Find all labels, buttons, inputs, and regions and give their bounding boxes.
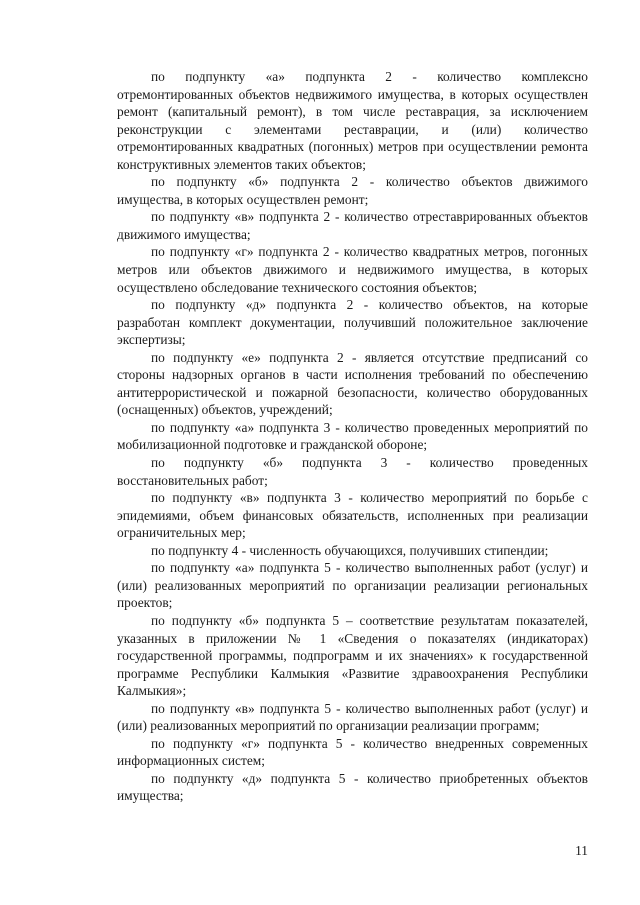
paragraph-3: по подпункту «в» подпункта 2 - количество отреставрированных объектов движимого имущества; bbox=[117, 209, 588, 242]
paragraph-7: по подпункту «а» подпункта 3 - количество проведенных мероприятий по мобилизационной подготовке и гражданской обороне; bbox=[117, 419, 588, 453]
paragraph-13: по подпункту «в» подпункта 5 - количество выполненных работ (услуг) и (или) реализованных мероприятий по организации реализации программ; bbox=[117, 700, 588, 734]
paragraph-14: по подпункту «г» подпункта 5 - количество внедренных современных информационных систем; bbox=[117, 735, 588, 769]
paragraph-15: по подпункту «д» подпункта 5 - количество приобретенных объектов имущества; bbox=[117, 770, 588, 804]
document-body bbox=[117, 68, 588, 805]
page-number: 11 bbox=[575, 843, 588, 858]
paragraph-11: по подпункту «а» подпункта 5 - количество выполненных работ (услуг) и (или) реализованных мероприятий по организации реализации региональных проектов; bbox=[117, 560, 588, 611]
paragraph-12: по подпункту «б» подпункта 5 – соответствие результатам показателей, указанных в приложении № 1 «Сведения о показателях (индикаторах) государственной программы, подпрограмм и их значениях» к государственной программе Республики Калмыкия «Развитие здравоохранения Республики Калмыкия»; bbox=[117, 612, 588, 699]
paragraph-4: по подпункту «г» подпункта 2 - количество квадратных метров, погонных метров или объектов движимого и недвижимого имущества, в которых осуществлено обследование технического состояния объектов; bbox=[117, 244, 588, 295]
paragraph-8: по подпункту «б» подпункта 3 - количество проведенных восстановительных работ; bbox=[117, 455, 588, 488]
paragraph-6: по подпункту «е» подпункта 2 - является отсутствие предписаний со стороны надзорных органов в части исполнения требований по обеспечению антитеррористической и пожарной безопасности, количество оборудованных (оснащенных) объектов, учреждений; bbox=[117, 349, 588, 418]
paragraph-9: по подпункту «в» подпункта 3 - количество мероприятий по борьбе с эпидемиями, объем финансовых обязательств, исполненных при реализации ограничительных мер; bbox=[117, 490, 588, 541]
paragraph-2: по подпункту «б» подпункта 2 - количество объектов движимого имущества, в которых осуществлен ремонт; bbox=[117, 174, 588, 207]
paragraph-10: по подпункту 4 - численность обучающихся, получивших стипендии; bbox=[151, 542, 549, 558]
paragraph-1: по подпункту «а» подпункта 2 - количество комплексно отремонтированных объектов недвижимого имущества, в которых осуществлен ремонт (капитальный ремонт), в том числе реставрация, за исключением реконструкции с элементами реставрации, и (или) количество отремонтированных квадратных (погонных) метров при осуществлении ремонта конструктивных элементов таких объектов; bbox=[117, 69, 588, 172]
paragraph-5: по подпункту «д» подпункта 2 - количество объектов, на которые разработан комплект документации, получивший положительное заключение экспертизы; bbox=[117, 297, 588, 348]
